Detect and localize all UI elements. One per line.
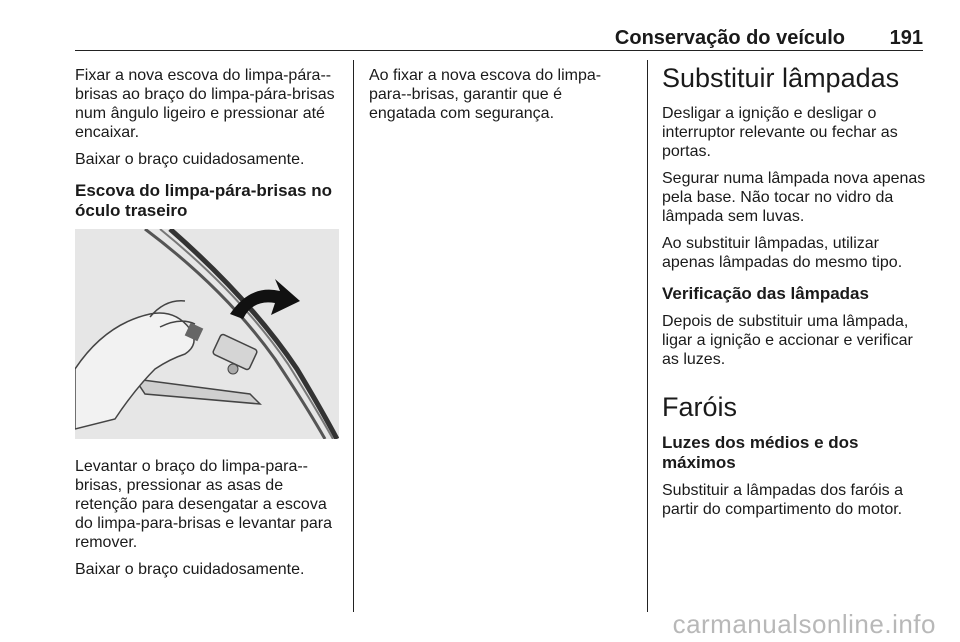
paragraph: Depois de substituir uma lâmpada, ligar a ignição e accionar e verificar as luzes. xyxy=(662,313,913,368)
header-title: Conservação do veículo xyxy=(614,27,845,49)
wiper-illustration-svg xyxy=(75,229,339,439)
watermark: carmanualsonline.info xyxy=(672,609,936,639)
paragraph: Fixar a nova escova do limpa-pára--brisas ao braço do limpa-pára-brisas num ângulo ligeiro e pressionar até encaixar. xyxy=(75,67,335,141)
column-left xyxy=(75,66,339,587)
paragraph: Baixar o braço cuidadosamente. xyxy=(75,151,305,168)
paragraph: Ao fixar a nova escova do limpa-para--brisas, garantir que é engatada com segurança. xyxy=(369,67,602,122)
paragraph: Segurar numa lâmpada nova apenas pela base. Não tocar no vidro da lâmpada sem luvas. xyxy=(662,170,926,225)
section-title: Substituir lâmpadas xyxy=(662,63,900,93)
paragraph: Ao substituir lâmpadas, utilizar apenas lâmpadas do mesmo tipo. xyxy=(662,235,903,271)
subheading: Escova do limpa-pára-brisas no óculo traseiro xyxy=(75,181,332,220)
column-divider xyxy=(647,60,648,612)
section-title: Faróis xyxy=(662,392,738,422)
wiper-removal-illustration xyxy=(75,229,339,439)
subheading: Verificação das lâmpadas xyxy=(662,284,869,303)
column-middle xyxy=(369,66,633,131)
subheading: Luzes dos médios e dos máximos xyxy=(662,433,859,472)
page-number: 191 xyxy=(889,27,923,49)
paragraph: Levantar o braço do limpa-para--brisas, pressionar as asas de retenção para desengatar a escova do limpa-para-brisas e levantar para remover. xyxy=(75,458,333,551)
page-header xyxy=(75,26,923,51)
paragraph: Desligar a ignição e desligar o interruptor relevante ou fechar as portas. xyxy=(662,105,898,160)
column-right xyxy=(662,62,926,527)
paragraph: Baixar o braço cuidadosamente. xyxy=(75,561,305,578)
column-divider xyxy=(353,60,354,612)
paragraph: Substituir a lâmpadas dos faróis a partir do compartimento do motor. xyxy=(662,482,904,518)
